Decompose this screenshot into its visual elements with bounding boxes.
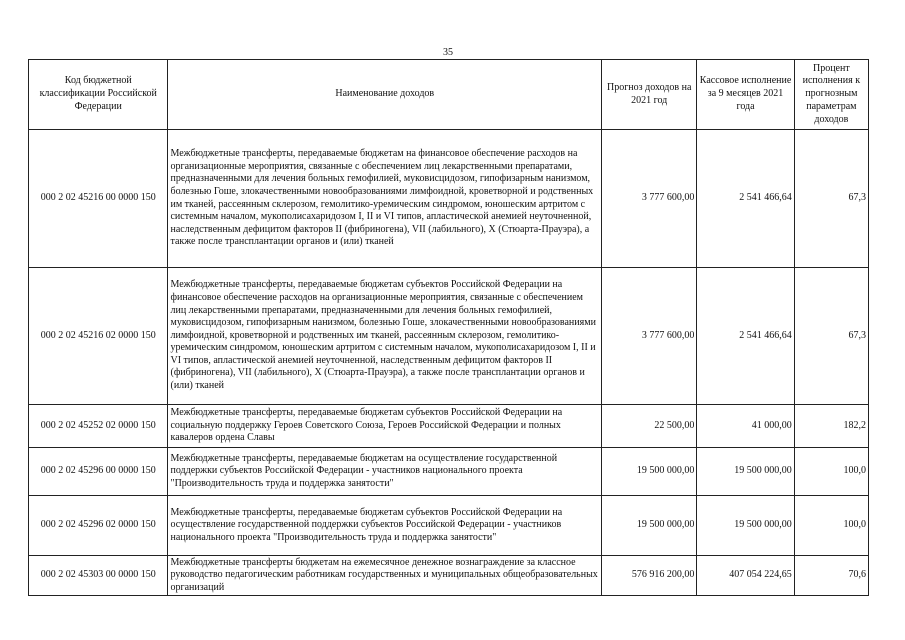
header-percent: Процент исполнения к прогнозным параметрам доходов (794, 60, 868, 130)
row-forecast: 19 500 000,00 (602, 448, 697, 496)
revenue-table (28, 59, 869, 596)
row-name: Межбюджетные трансферты, передаваемые бюджетам субъектов Российской Федерации на социальную поддержку Героев Советского Союза, Героев Российской Федерации и полных кавалеров ордена Славы (168, 405, 602, 448)
row-code: 000 2 02 45216 00 0000 150 (29, 130, 168, 268)
table-row (29, 268, 869, 405)
row-name: Межбюджетные трансферты, передаваемые бюджетам на финансовое обеспечение расходов на организационные мероприятия, связанные с обеспечением лиц лекарственными препаратами, предназначенными для лечения больных гемофилией, муковисцидозом, гипофизарным нанизмом, болезнью Гоше, злокачественными новообразованиями лимфоидной, кроветворной и родственных им тканей, рассеянным склерозом, гемолитико-уремическим синдромом, юношеским артритом с системным началом, мукополисахаридозом I, II и VI типов, апластической анемией неуточненной, наследственным дефицитом факторов II (фибриногена), VII (лабильного), X (Стюарта-Прауэра), а также после трансплантации органов и (или) тканей (168, 130, 602, 268)
row-percent: 100,0 (794, 496, 868, 556)
row-execution: 2 541 466,64 (697, 268, 794, 405)
row-code: 000 2 02 45216 02 0000 150 (29, 268, 168, 405)
row-execution: 2 541 466,64 (697, 130, 794, 268)
row-forecast: 3 777 600,00 (602, 268, 697, 405)
row-code: 000 2 02 45252 02 0000 150 (29, 405, 168, 448)
page-number: 35 (443, 47, 453, 58)
table-header-row (29, 60, 869, 130)
row-execution: 19 500 000,00 (697, 448, 794, 496)
row-execution: 19 500 000,00 (697, 496, 794, 556)
table-row (29, 130, 869, 268)
row-execution: 41 000,00 (697, 405, 794, 448)
table-row (29, 556, 869, 596)
row-percent: 70,6 (794, 556, 868, 596)
row-code: 000 2 02 45296 00 0000 150 (29, 448, 168, 496)
row-percent: 67,3 (794, 268, 868, 405)
row-execution: 407 054 224,65 (697, 556, 794, 596)
header-code: Код бюджетной классификации Российской Федерации (29, 60, 168, 130)
table-row (29, 448, 869, 496)
row-code: 000 2 02 45303 00 0000 150 (29, 556, 168, 596)
header-execution: Кассовое исполнение за 9 месяцев 2021 года (697, 60, 794, 130)
row-forecast: 19 500 000,00 (602, 496, 697, 556)
row-name: Межбюджетные трансферты бюджетам на ежемесячное денежное вознаграждение за классное руководство педагогическим работникам государственных и муниципальных общеобразовательных организаций (168, 556, 602, 596)
row-percent: 67,3 (794, 130, 868, 268)
row-forecast: 22 500,00 (602, 405, 697, 448)
row-code: 000 2 02 45296 02 0000 150 (29, 496, 168, 556)
table-row (29, 496, 869, 556)
header-forecast: Прогноз доходов на 2021 год (602, 60, 697, 130)
row-name: Межбюджетные трансферты, передаваемые бюджетам субъектов Российской Федерации на финансовое обеспечение расходов на организационные мероприятия, связанные с обеспечением лиц лекарственными препаратами, предназначенными для лечения больных гемофилией, муковисцидозом, гипофизарным нанизмом, болезнью Гоше, злокачественными новообразованиями лимфоидной, кроветворной и родственных им тканей, рассеянным склерозом, гемолитико-уремическим синдромом, юношеским артритом с системным началом, мукополисахаридозом I, II и VI типов, апластической анемией неуточненной, наследственным дефицитом факторов II (фибриногена), VII (лабильного), X (Стюарта-Прауэра), а также после трансплантации органов и (или) тканей (168, 268, 602, 405)
header-name: Наименование доходов (168, 60, 602, 130)
row-forecast: 576 916 200,00 (602, 556, 697, 596)
row-name: Межбюджетные трансферты, передаваемые бюджетам субъектов Российской Федерации на осуществление государственной поддержки субъектов Российской Федерации - участников национального проекта "Производительность труда и поддержка занятости" (168, 496, 602, 556)
row-percent: 100,0 (794, 448, 868, 496)
row-forecast: 3 777 600,00 (602, 130, 697, 268)
row-name: Межбюджетные трансферты, передаваемые бюджетам на осуществление государственной поддержки субъектов Российской Федерации - участников национального проекта "Производительность труда и поддержка занятости" (168, 448, 602, 496)
row-percent: 182,2 (794, 405, 868, 448)
table-row (29, 405, 869, 448)
